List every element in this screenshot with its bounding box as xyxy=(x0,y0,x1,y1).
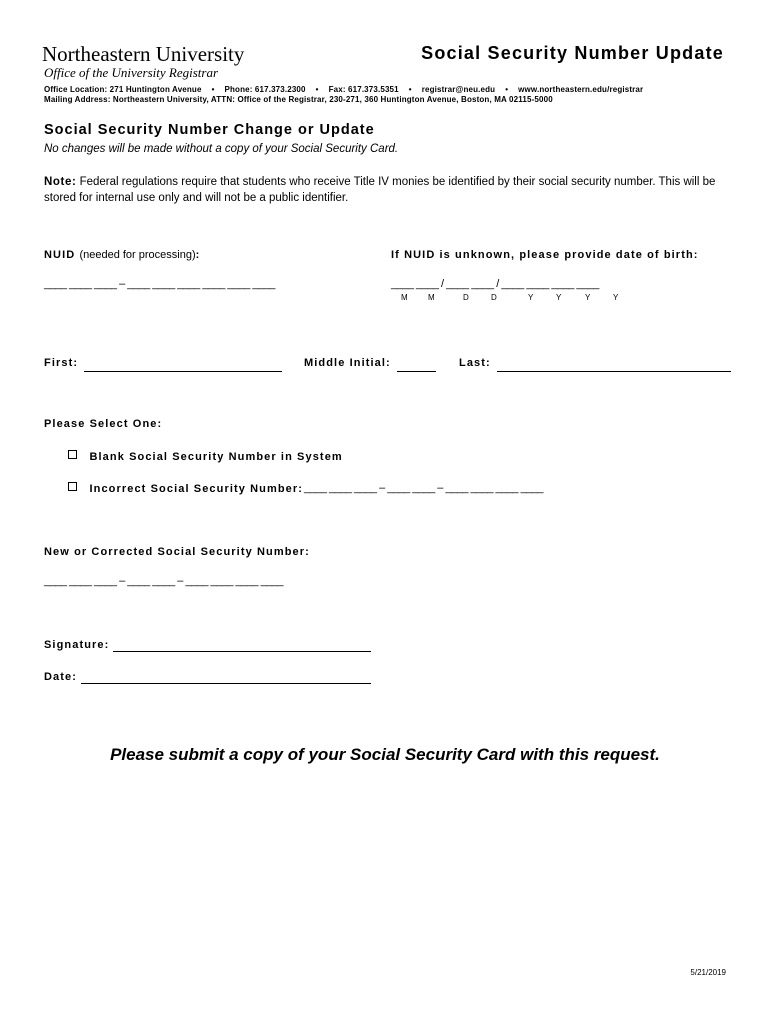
select-label: Please Select One: xyxy=(44,418,163,430)
signature-field[interactable] xyxy=(113,651,371,652)
middle-initial-field[interactable] xyxy=(397,371,436,372)
mailing-address: Mailing Address: Northeastern University, ATTN: Office of the Registrar, 230-271, 360 Huntington Avenue, Boston, MA 02115-5000 xyxy=(44,95,553,104)
date-field[interactable] xyxy=(81,683,371,684)
dob-letter: D xyxy=(463,293,469,302)
submit-instruction: Please submit a copy of your Social Security Card with this request. xyxy=(110,745,660,764)
checkbox-incorrect-ssn[interactable] xyxy=(68,482,77,491)
dob-letter: M xyxy=(401,293,408,302)
signature-label: Signature: xyxy=(44,639,110,651)
section-title: Social Security Number Change or Update xyxy=(44,122,375,138)
note-text: Federal regulations require that students who receive Title IV monies be identified by their social security number. This will be stored for internal use only and will not be a public identifier. xyxy=(44,176,716,204)
option-incorrect-ssn-label: Incorrect Social Security Number: xyxy=(89,483,304,495)
contact-line: Office Location: 271 Huntington Avenue • Phone: 617.373.2300 • Fax: 617.373.5351 • registrar@neu.edu • www.northeastern.edu/registrar xyxy=(44,85,644,94)
university-name: Northeastern University xyxy=(42,42,245,66)
dob-letter: Y xyxy=(528,293,534,302)
nuid-label: NUID (needed for processing): xyxy=(44,249,201,261)
first-name-label: First: xyxy=(44,357,79,369)
email-address: registrar@neu.edu xyxy=(421,85,496,94)
nuid-field[interactable]: ____ ____ ____ – ____ ____ ____ ____ ____ ____ xyxy=(44,278,275,290)
middle-initial-label: Middle Initial: xyxy=(304,357,391,369)
last-name-label: Last: xyxy=(459,357,491,369)
dob-letter: Y xyxy=(556,293,562,302)
dob-label: If NUID is unknown, please provide date of birth: xyxy=(391,249,699,261)
document-title: Social Security Number Update xyxy=(421,43,724,63)
dob-letter: D xyxy=(491,293,497,302)
section-lead: No changes will be made without a copy of your Social Security Card. xyxy=(44,143,399,155)
new-ssn-field[interactable]: ____ ____ ____ – ____ ____ – ____ ____ ____ ____ xyxy=(44,575,284,587)
note-label: Note: xyxy=(44,176,77,188)
dob-letter: Y xyxy=(585,293,591,302)
website-address: www.northeastern.edu/registrar xyxy=(518,85,644,94)
office-name: Office of the University Registrar xyxy=(44,65,219,80)
option-incorrect-ssn[interactable] xyxy=(68,482,303,495)
note-paragraph xyxy=(44,174,724,206)
last-name-field[interactable] xyxy=(497,371,731,372)
nuid-hint: (needed for processing) xyxy=(79,249,196,261)
revision-date: 5/21/2019 xyxy=(690,968,726,977)
fax-number: Fax: 617.373.5351 xyxy=(328,85,399,94)
dob-field[interactable]: ____ ____ / ____ ____ / ____ ____ ____ ____ xyxy=(391,278,599,290)
office-location: Office Location: 271 Huntington Avenue xyxy=(44,85,202,94)
date-label: Date: xyxy=(44,671,78,683)
new-ssn-label: New or Corrected Social Security Number: xyxy=(44,546,310,558)
checkbox-blank-ssn[interactable] xyxy=(68,450,77,459)
incorrect-ssn-field[interactable]: ____ ____ ____ – ____ ____ – ____ ____ ____ ____ xyxy=(304,482,544,494)
first-name-field[interactable] xyxy=(84,371,282,372)
dob-letter: M xyxy=(428,293,435,302)
option-blank-ssn-label: Blank Social Security Number in System xyxy=(89,451,343,463)
option-blank-ssn[interactable] xyxy=(68,450,343,463)
dob-letter: Y xyxy=(613,293,619,302)
phone-number: Phone: 617.373.2300 xyxy=(224,85,306,94)
